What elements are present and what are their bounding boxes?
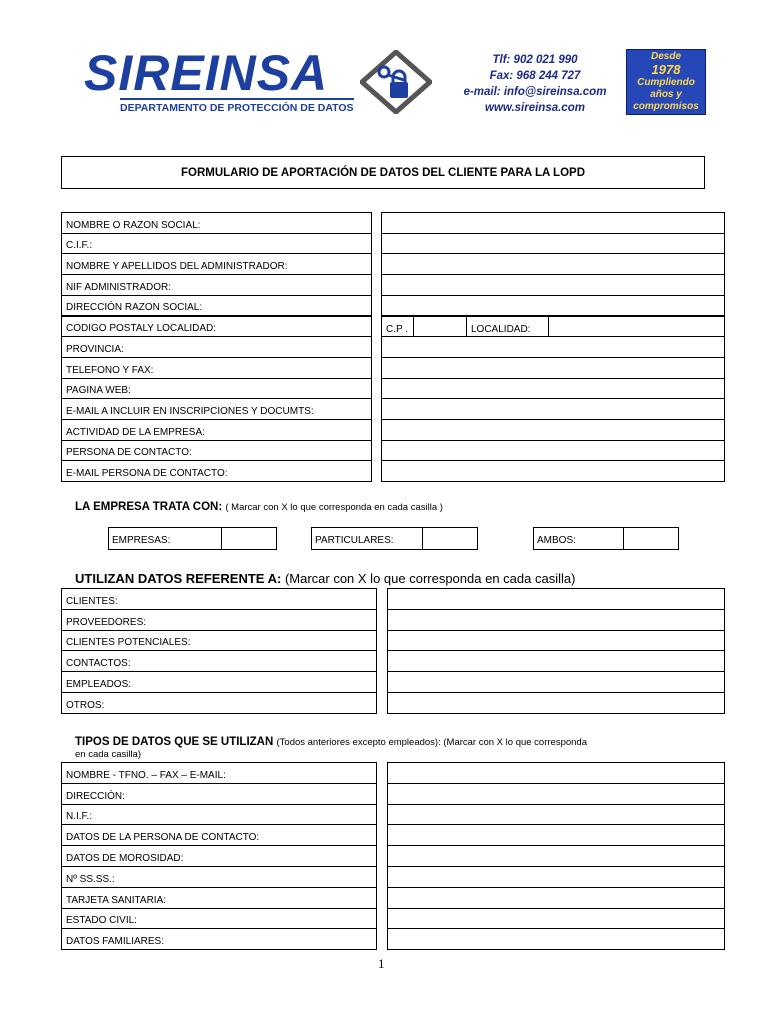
field-answer-box[interactable] <box>381 398 725 420</box>
field-label: PROVEEDORES: <box>61 609 377 631</box>
field-answer-box[interactable] <box>381 212 725 234</box>
field-answer-box[interactable] <box>381 295 725 317</box>
contact-web: www.sireinsa.com <box>485 102 585 114</box>
field-label: CODIGO POSTALY LOCALIDAD: <box>61 316 372 338</box>
field-label: DIRECCIÓN: <box>61 783 377 805</box>
contact-fax: Fax: 968 244 727 <box>489 70 581 82</box>
field-answer-box[interactable] <box>387 866 725 888</box>
field-label: TARJETA SANITARIA: <box>61 887 377 909</box>
sireinsa-logo <box>84 45 354 116</box>
localidad-input[interactable] <box>548 316 725 338</box>
field-answer-box[interactable] <box>387 928 725 950</box>
field-answer-box[interactable] <box>387 630 725 652</box>
field-label: CLIENTES: <box>61 588 377 610</box>
particulares-checkbox[interactable] <box>422 527 478 550</box>
badge-line: compromisos <box>633 101 699 112</box>
field-label: E-MAIL PERSONA DE CONTACTO: <box>61 460 372 482</box>
field-answer-box[interactable] <box>387 783 725 805</box>
field-label: Nº SS.SS.: <box>61 866 377 888</box>
field-answer-box[interactable] <box>381 378 725 400</box>
field-label: N.I.F.: <box>61 804 377 826</box>
tipos-note-2: en cada casilla) <box>75 749 142 760</box>
field-answer-box[interactable] <box>387 845 725 867</box>
contact-info <box>450 52 620 116</box>
field-answer-box[interactable] <box>387 692 725 714</box>
field-answer-box[interactable] <box>381 419 725 441</box>
field-label: OTROS: <box>61 692 377 714</box>
cp-input[interactable] <box>413 316 467 338</box>
datos-note: (Marcar con X lo que corresponda en cada casilla) <box>284 571 576 586</box>
logo-department: DEPARTAMENTO DE PROTECCIÓN DE DATOS <box>120 98 354 114</box>
trata-heading <box>75 500 443 515</box>
particulares-label: PARTICULARES: <box>311 527 423 550</box>
field-label: C.I.F.: <box>61 233 372 255</box>
field-label: TELEFONO Y FAX: <box>61 357 372 379</box>
field-label: DATOS FAMILIARES: <box>61 928 377 950</box>
field-answer-box[interactable] <box>387 588 725 610</box>
field-answer-box[interactable] <box>387 650 725 672</box>
field-label: PERSONA DE CONTACTO: <box>61 440 372 462</box>
badge-line: años y <box>650 89 682 100</box>
field-answer-box[interactable] <box>381 253 725 275</box>
field-answer-box[interactable] <box>381 460 725 482</box>
form-title: FORMULARIO DE APORTACIÓN DE DATOS DEL CLIENTE PARA LA LOPD <box>61 156 705 189</box>
contact-phone: Tlf: 902 021 990 <box>492 54 578 66</box>
field-answer-box[interactable] <box>381 440 725 462</box>
field-label: CLIENTES POTENCIALES: <box>61 630 377 652</box>
field-label: NOMBRE - TFNO. – FAX – E-MAIL: <box>61 762 377 784</box>
trata-note: ( Marcar con X lo que corresponda en cada casilla ) <box>225 502 443 513</box>
field-answer-box[interactable] <box>387 908 725 930</box>
tipos-note: (Todos anteriores excepto empleados): (Marcar con X lo que corresponda <box>276 737 587 748</box>
field-label: NOMBRE Y APELLIDOS DEL ADMINISTRADOR: <box>61 253 372 275</box>
field-label: ESTADO CIVIL: <box>61 908 377 930</box>
field-label: PROVINCIA: <box>61 336 372 358</box>
tipos-heading <box>75 736 587 749</box>
ambos-checkbox[interactable] <box>623 527 679 550</box>
field-label: EMPLEADOS: <box>61 671 377 693</box>
localidad-label: LOCALIDAD: <box>466 316 549 338</box>
datos-heading-text: UTILIZAN DATOS REFERENTE A: <box>75 571 282 586</box>
field-label: PAGINA WEB: <box>61 378 372 400</box>
cp-label: C.P . <box>381 316 414 338</box>
field-answer-box[interactable] <box>381 233 725 255</box>
field-label: CONTACTOS: <box>61 650 377 672</box>
empresas-label: EMPRESAS: <box>108 527 222 550</box>
since-1978-badge <box>626 49 706 115</box>
field-answer-box[interactable] <box>381 274 725 296</box>
ambos-label: AMBOS: <box>533 527 624 550</box>
logo-text: SIREINSA <box>84 45 329 101</box>
field-answer-box[interactable] <box>387 609 725 631</box>
field-answer-box[interactable] <box>387 804 725 826</box>
field-answer-box[interactable] <box>387 824 725 846</box>
field-label: E-MAIL A INCLUIR EN INSCRIPCIONES Y DOCUMTS: <box>61 398 372 420</box>
field-answer-box[interactable] <box>381 336 725 358</box>
badge-line: Cumpliendo <box>637 77 695 88</box>
field-label: DATOS DE LA PERSONA DE CONTACTO: <box>61 824 377 846</box>
field-answer-box[interactable] <box>381 357 725 379</box>
field-label: ACTIVIDAD DE LA EMPRESA: <box>61 419 372 441</box>
key-lock-icon <box>360 50 432 114</box>
page-number: 1 <box>378 956 385 971</box>
field-answer-box[interactable] <box>387 887 725 909</box>
field-answer-box[interactable] <box>387 671 725 693</box>
datos-heading <box>75 571 575 587</box>
field-label: DIRECCIÓN RAZON SOCIAL: <box>61 295 372 317</box>
empresas-checkbox[interactable] <box>221 527 277 550</box>
tipos-heading-text: TIPOS DE DATOS QUE SE UTILIZAN <box>75 736 274 748</box>
field-answer-box[interactable] <box>387 762 725 784</box>
badge-year: 1978 <box>651 62 681 77</box>
contact-email: e-mail: info@sireinsa.com <box>463 86 607 98</box>
field-label: NIF ADMINISTRADOR: <box>61 274 372 296</box>
field-label: NOMBRE O RAZON SOCIAL: <box>61 212 372 234</box>
field-label: DATOS DE MOROSIDAD: <box>61 845 377 867</box>
trata-heading-text: LA EMPRESA TRATA CON: <box>75 501 223 513</box>
badge-line: Desde <box>650 51 681 62</box>
